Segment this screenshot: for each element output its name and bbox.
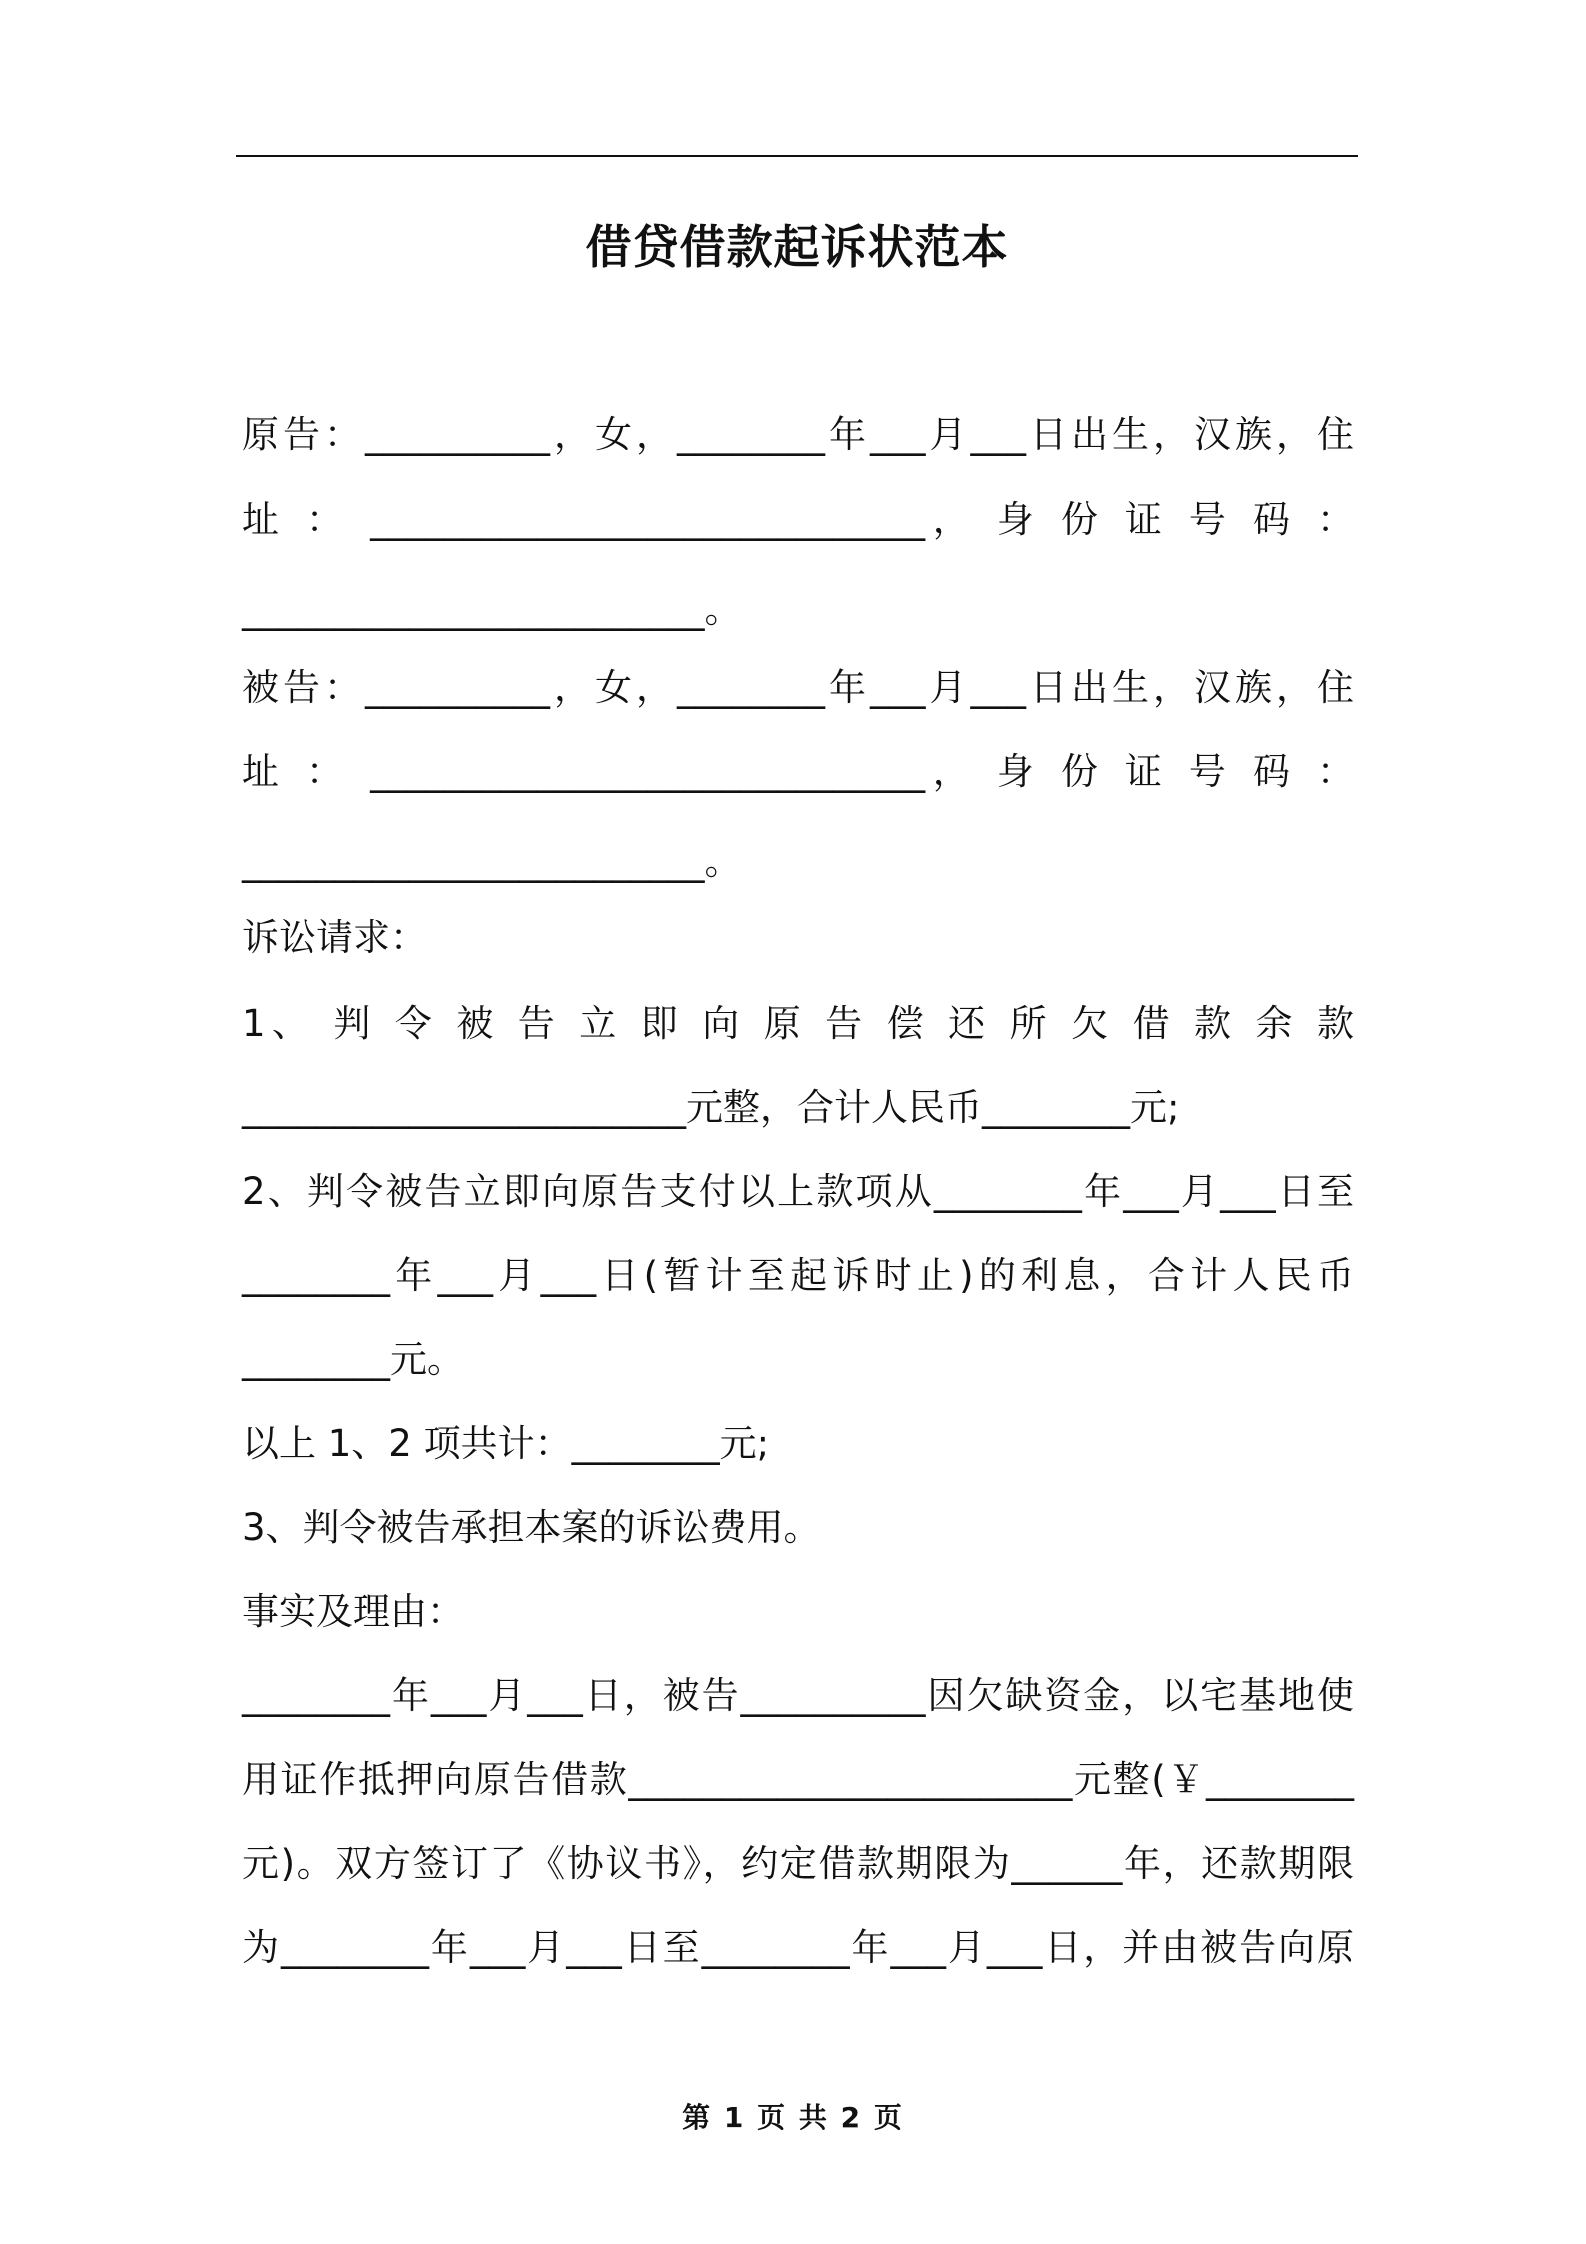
claim-1-line-2: ________________________元整，合计人民币________元; — [242, 1086, 1180, 1129]
document-title: 借贷借款起诉状范本 — [585, 220, 1009, 274]
claim-2-line-3: ________元。 — [242, 1338, 464, 1381]
facts-line-4: 为________年___月___日至________年___月___日，并由被告向原 — [242, 1926, 1354, 1969]
defendant-line-1: 被告：__________，女，________年___月___日出生，汉族，住 — [242, 666, 1354, 709]
claim-2-line-2: ________年___月___日(暂计至起诉时止)的利息，合计人民币 — [242, 1254, 1354, 1297]
plaintiff-line-2: 址 ： ______________________________， 身 份 证 号 码 ： — [242, 498, 1354, 541]
header-rule — [236, 155, 1358, 157]
claim-2-line-1: 2、判令被告立即向原告支付以上款项从________年___月___日至 — [242, 1170, 1354, 1213]
page-number: 第 1 页 共 2 页 — [682, 2101, 904, 2134]
plaintiff-line-1: 原告：__________，女，________年___月___日出生，汉族，住 — [242, 413, 1354, 456]
claims-total: 以上 1、2 项共计：________元; — [242, 1422, 770, 1465]
facts-line-3: 元)。双方签订了《协议书》，约定借款期限为______年，还款期限 — [242, 1842, 1354, 1885]
defendant-line-2: 址 ： ______________________________， 身 份 证 号 码 ： — [242, 750, 1354, 793]
defendant-line-3: _________________________。 — [242, 840, 742, 883]
facts-line-2: 用证作抵押向原告借款________________________元整(￥________ — [242, 1758, 1354, 1801]
plaintiff-line-3: _________________________。 — [242, 588, 742, 631]
claim-3: 3、判令被告承担本案的诉讼费用。 — [242, 1506, 821, 1549]
claims-heading: 诉讼请求： — [242, 916, 427, 959]
claim-1-line-1: 1、 判 令 被 告 立 即 向 原 告 偿 还 所 欠 借 款 余 款 — [242, 1002, 1354, 1045]
facts-heading: 事实及理由： — [242, 1590, 464, 1633]
facts-line-1: ________年___月___日，被告__________因欠缺资金，以宅基地使 — [242, 1674, 1354, 1717]
